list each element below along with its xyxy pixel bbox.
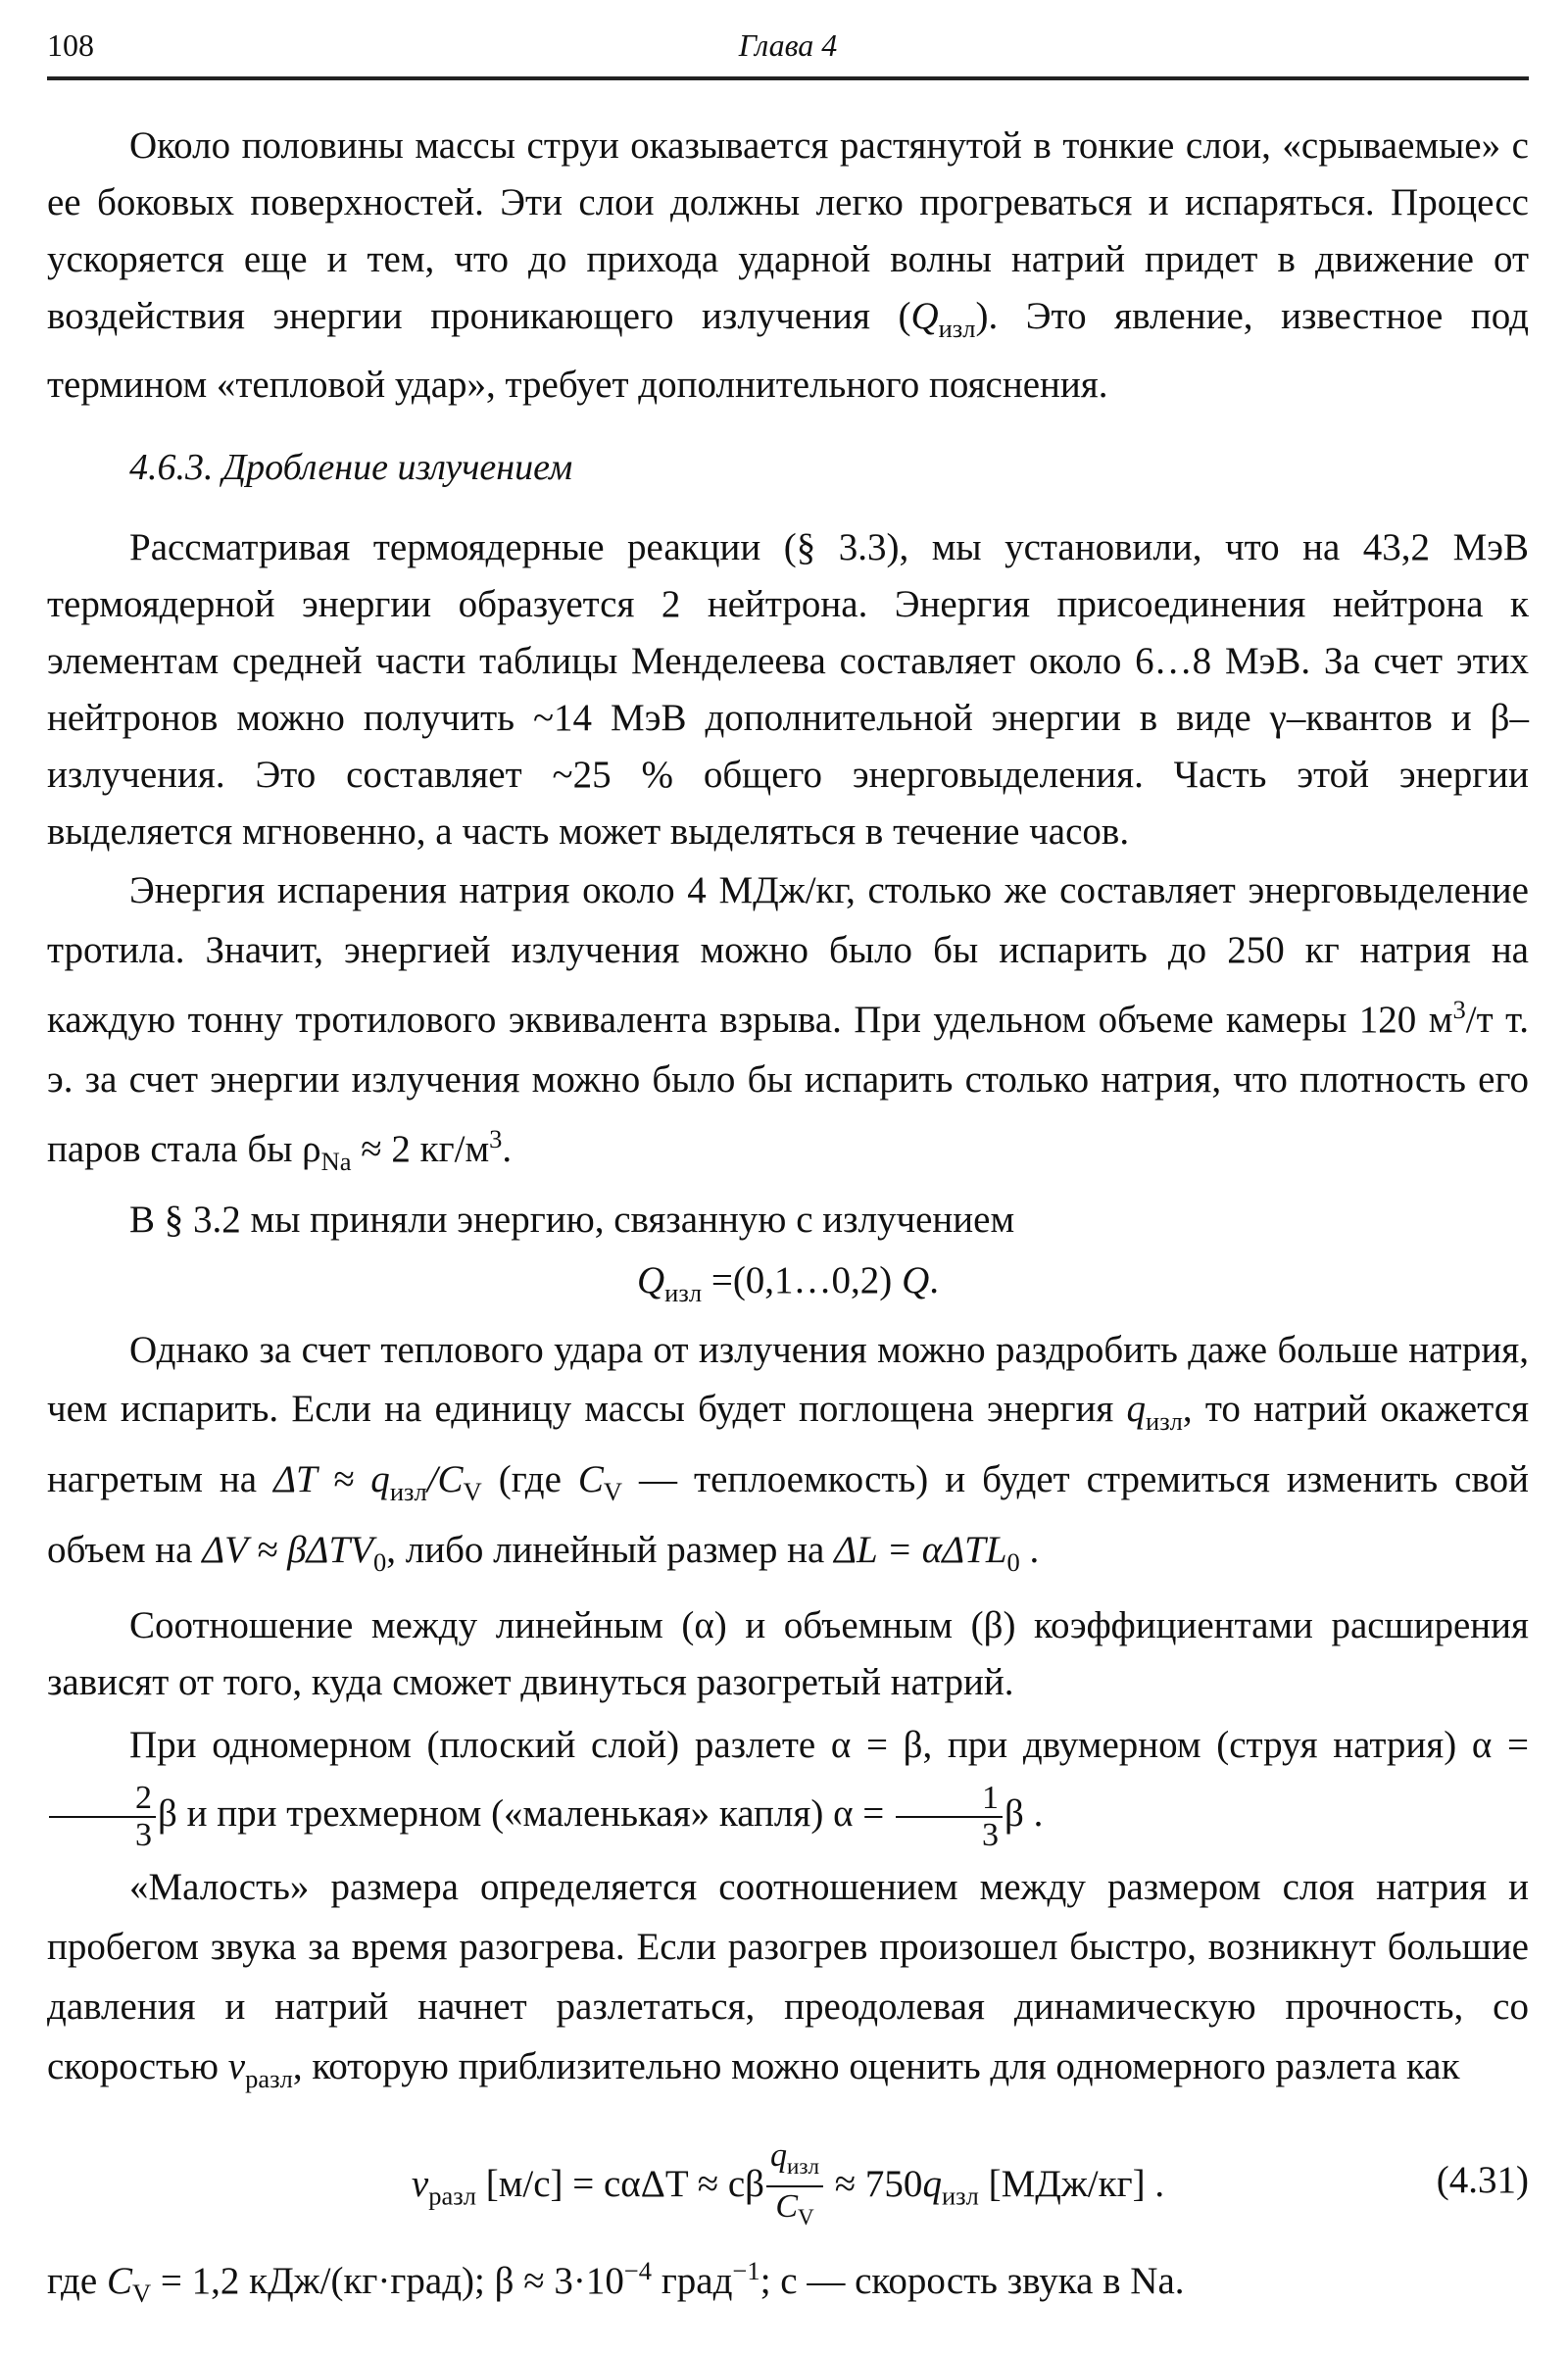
text: (где	[481, 1458, 578, 1501]
subscript: изл	[1146, 1406, 1183, 1437]
text: ≈ 2 кг/м	[351, 1127, 490, 1170]
subscript: разл	[245, 2063, 293, 2093]
paragraph-7	[47, 1711, 1529, 1853]
paragraph-4: В § 3.2 мы приняли энергию, связанную с излучением	[129, 1198, 1015, 1241]
text: где	[47, 2259, 107, 2302]
subscript: V	[798, 2205, 814, 2231]
subscript: V	[131, 2278, 152, 2308]
text: Энергия испарения натрия около 4 МДж/кг, столько же составляет энерговыделение тротила. Значит, энергией излучения можно было бы испарить до 250 кг натрия на каждую тонну тротилового эквивалента взрыва. При удельном объеме камеры 120 м	[47, 868, 1529, 1041]
subscript: изл	[941, 2181, 979, 2211]
fraction-1-3	[896, 1781, 1003, 1853]
paragraph-3	[47, 860, 1529, 1192]
symbol: v	[227, 2044, 246, 2087]
subscript: Na	[320, 1146, 352, 1176]
symbol: C	[106, 2259, 132, 2302]
text: = 1,2 кДж/(кг·град); β ≈ 3·10	[151, 2259, 624, 2302]
superscript: 3	[1452, 994, 1466, 1024]
paragraph-2: Рассматривая термоядерные реакции (§ 3.3), мы установили, что на 43,2 МэВ термоядерной энергии образуется 2 нейтрона. Энергия присоединения нейтрона к элементам средней части таблицы Менделеева составляет около 6…8 МэВ. За счет этих нейтронов можно получить ~14 МэВ дополнительной энергии в виде γ–квантов и β–излучения. Это составляет ~25 % общего энерговыделения. Часть этой энергии выделяется мгновенно, а часть может выделяться в течение часов.	[47, 525, 1529, 853]
numerator: 1	[896, 1781, 1003, 1818]
text: град	[652, 2259, 733, 2302]
fraction-q-over-c	[766, 2136, 823, 2238]
symbol: q	[922, 2162, 942, 2205]
text: =(0,1…0,2)	[702, 1258, 903, 1301]
subscript: изл	[664, 1277, 703, 1307]
text: .	[502, 1127, 513, 1170]
paragraph-8	[47, 1857, 1529, 2109]
header-rule	[47, 76, 1529, 80]
text: .	[929, 1258, 939, 1301]
symbol: C	[577, 1458, 604, 1501]
subscript: изл	[938, 313, 976, 343]
symbol: C	[775, 2188, 798, 2226]
text: ≈ 750	[825, 2162, 923, 2205]
subscript: изл	[389, 1476, 427, 1506]
symbol: q	[770, 2136, 787, 2174]
text: .	[1019, 1528, 1040, 1571]
section-title: 4.6.3. Дробление излучением	[129, 446, 573, 488]
text: «Малость» размера определяется соотношением между размером слоя натрия и пробегом звука за время разогрева. Если разогрев произошел быстро, возникнут большие давления и натрий начнет разлетаться, преодолевая динамическую прочность, со скоростью	[47, 1865, 1529, 2087]
symbol: Q	[902, 1258, 930, 1301]
superscript: 3	[489, 1123, 503, 1153]
text: ). Это явление, известное под термином «тепловой удар», требует дополнительного пояснения.	[47, 295, 1529, 406]
formula-dt: ΔT ≈ q	[273, 1458, 390, 1501]
text: ; c — скорость звука в Na.	[760, 2259, 1185, 2302]
page-number: 108	[47, 27, 94, 63]
text: Однако за счет теплового удара от излучения можно раздробить даже больше натрия, чем испарить. Если на единицу массы будет поглощена энергия	[47, 1329, 1529, 1431]
text: /т т. э. за счет энергии излучения можно было бы испарить столько натрия, что плотность его паров стала бы ρ	[47, 998, 1529, 1170]
fraction-2-3	[49, 1781, 156, 1853]
text: — теплоемкость) и будет стремиться изменить свой объем на	[47, 1458, 1529, 1571]
formula-dv: ΔV ≈ βΔTV	[202, 1528, 373, 1571]
paragraph-6: Соотношение между линейным (α) и объемным (β) коэффициентами расширения зависят от того, куда сможет двинуться разогретый натрий.	[47, 1603, 1529, 1703]
formula-q-izl	[47, 1258, 1529, 1308]
subscript: 0	[1006, 1546, 1020, 1577]
symbol: Q	[910, 295, 939, 337]
denominator: 3	[135, 1816, 152, 1853]
paragraph-5	[47, 1321, 1529, 1591]
symbol: /C	[426, 1458, 464, 1501]
subscript: 0	[372, 1546, 387, 1577]
subscript: V	[603, 1476, 623, 1506]
numerator: 2	[49, 1781, 156, 1818]
text: При одномерном (плоский слой) разлете α = β, при двумерном (струя натрия) α =	[129, 1723, 1529, 1766]
subscript: разл	[428, 2181, 476, 2211]
text: β .	[1004, 1791, 1044, 1835]
paragraph-9	[47, 2242, 1529, 2322]
symbol: Q	[637, 1258, 665, 1301]
symbol: v	[411, 2162, 429, 2205]
symbol: q	[1126, 1388, 1147, 1431]
chapter-title: Глава 4	[738, 27, 838, 63]
formula-dl: ΔL = αΔTL	[834, 1528, 1007, 1571]
text: β и при трехмерном («маленькая» капля) α =	[158, 1791, 894, 1835]
denominator: 3	[982, 1816, 999, 1853]
text: , которую приблизительно можно оценить для одномерного разлета как	[292, 2044, 1460, 2087]
page	[47, 27, 1529, 2340]
numerator	[766, 2136, 823, 2188]
text: [м/с] = cαΔT ≈ cβ	[475, 2162, 764, 2205]
equation-4-31	[47, 2136, 1529, 2231]
text: Около половины массы струи оказывается растянутой в тонкие слои, «срываемые» с ее боковых поверхностей. Эти слои должны легко прогреваться и испаряться. Процесс ускоряется еще и тем, что до прихода ударной волны натрий придет в движение от воздействия энергии проникающего излучения (	[47, 124, 1529, 337]
text: , либо линейный размер на	[386, 1528, 835, 1571]
subscript: изл	[787, 2153, 820, 2180]
page-header	[47, 27, 1529, 71]
subscript: V	[463, 1476, 482, 1506]
text: [МДж/кг] .	[978, 2162, 1165, 2205]
paragraph-1	[47, 118, 1529, 414]
superscript: −4	[623, 2255, 653, 2285]
superscript: −1	[732, 2255, 760, 2285]
text: , то натрий окажется нагретым на	[47, 1388, 1530, 1501]
denominator	[766, 2187, 823, 2237]
equation-number: (4.31)	[1436, 2158, 1529, 2201]
